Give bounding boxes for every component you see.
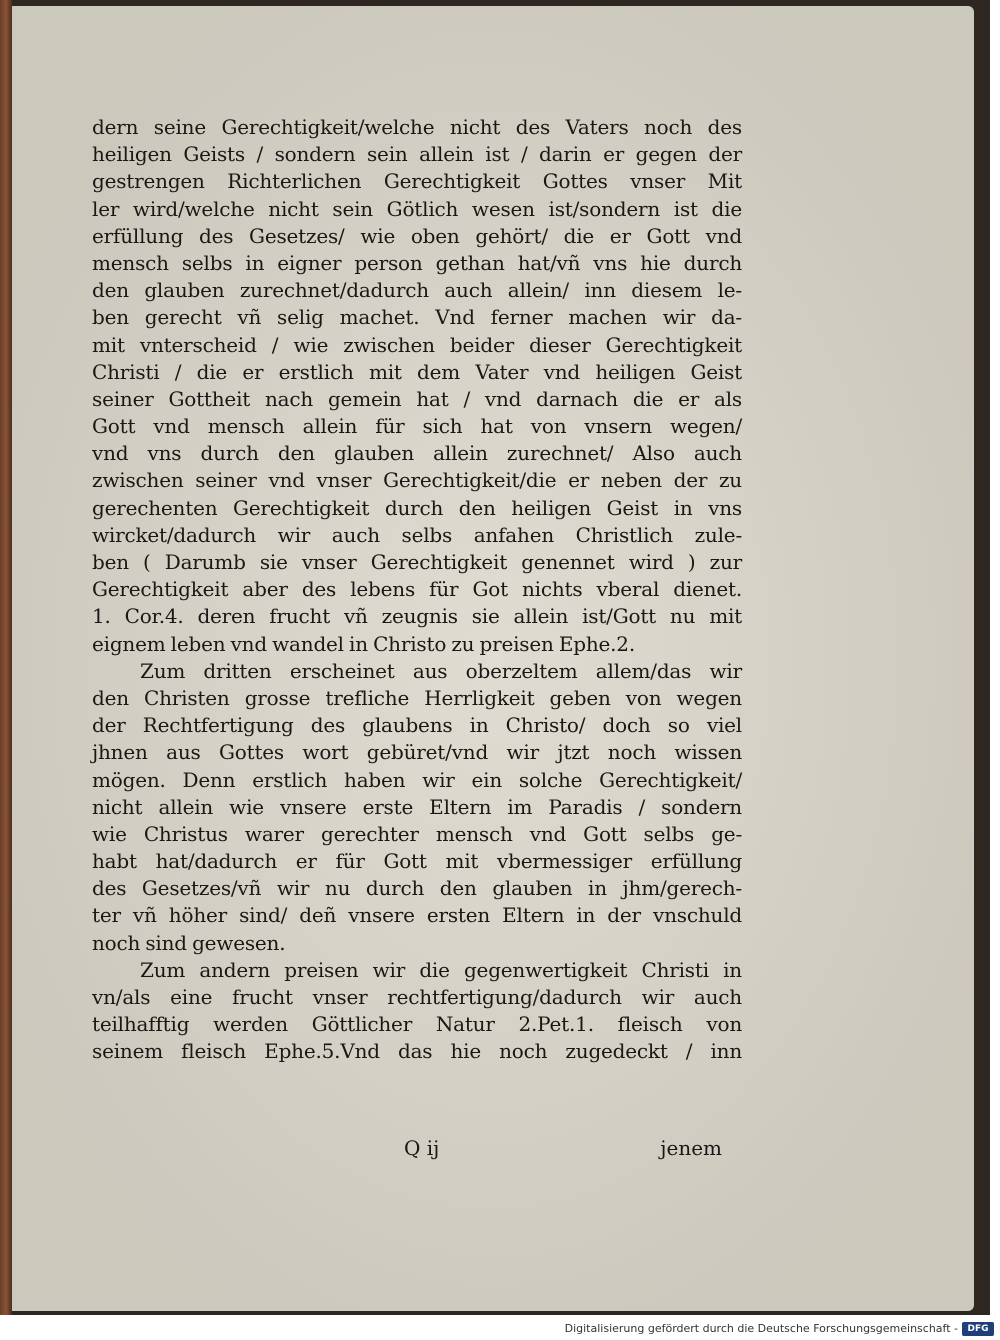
digitization-credit: Digitalisierung gefördert durch die Deutsche Forschungsgemeinschaft - xyxy=(564,1322,958,1335)
catchword: jenem xyxy=(660,1136,722,1160)
text-line: heiligen Geists / sondern sein allein ist / darin er gegen der xyxy=(92,142,742,167)
text-line: wircket/dadurch wir auch selbs anfahen Christlich zule- xyxy=(92,522,742,547)
text-line: ter vñ höher sind/ deñ vnsere ersten Eltern in der vnschuld xyxy=(92,903,742,928)
text-line: mit vnterscheid / wie zwischen beider dieser Gerechtigkeit xyxy=(92,332,742,357)
dfg-logo-icon: DFG xyxy=(962,1322,994,1336)
text-line: mögen. Denn erstlich haben wir ein solche Gerechtigkeit/ xyxy=(92,767,742,792)
page-footer xyxy=(92,1136,742,1166)
text-line: erfüllung des Gesetzes/ wie oben gehört/ die er Gott vnd xyxy=(92,223,742,248)
text-line: den Christen grosse trefliche Herrligkeit geben von wegen xyxy=(92,685,742,710)
text-line: ben gerecht vñ selig machet. Vnd ferner machen wir da- xyxy=(92,305,742,330)
text-line: jhnen aus Gottes wort gebüret/vnd wir jtzt noch wissen xyxy=(92,740,742,765)
text-line: mensch selbs in eigner person gethan hat/vñ vns hie durch xyxy=(92,250,742,275)
text-line: wie Christus warer gerechter mensch vnd Gott selbs ge- xyxy=(92,821,742,846)
text-line: den glauben zurechnet/dadurch auch allein/ inn diesem le- xyxy=(92,278,742,303)
text-line: ler wird/welche nicht sein Götlich wesen ist/sondern ist die xyxy=(92,196,742,221)
text-line: vnd vns durch den glauben allein zurechnet/ Also auch xyxy=(92,441,742,466)
text-line: der Rechtfertigung des glaubens in Christo/ doch so viel xyxy=(92,713,742,738)
body-text xyxy=(92,114,742,1066)
text-line: zwischen seiner vnd vnser Gerechtigkeit/die er neben der zu xyxy=(92,468,742,493)
text-line: des Gesetzes/vñ wir nu durch den glauben in jhm/gerech- xyxy=(92,876,742,901)
text-line: habt hat/dadurch er für Gott mit vbermessiger erfüllung xyxy=(92,849,742,874)
document-page xyxy=(12,6,974,1311)
paragraph-start-line: Zum dritten erscheinet aus oberzeltem allem/das wir xyxy=(140,658,742,683)
text-line: gerechenten Gerechtigkeit durch den heiligen Geist in vns xyxy=(92,495,742,520)
text-line: nicht allein wie vnsere erste Eltern im Paradis / sondern xyxy=(92,794,742,819)
book-binding-edge xyxy=(0,0,12,1315)
text-line: gestrengen Richterlichen Gerechtigkeit Gottes vnser Mit xyxy=(92,169,742,194)
text-line: Christi / die er erstlich mit dem Vater vnd heiligen Geist xyxy=(92,359,742,384)
text-line: vn/als eine frucht vnser rechtfertigung/dadurch wir auch xyxy=(92,985,742,1009)
signature-mark: Q ij xyxy=(404,1136,440,1160)
text-line: eignem leben vnd wandel in Christo zu preisen Ephe.2. xyxy=(92,631,635,656)
text-line: 1. Cor.4. deren frucht vñ zeugnis sie allein ist/Gott nu mit xyxy=(92,604,742,629)
text-line: ben ( Darumb sie vnser Gerechtigkeit genennet wird ) zur xyxy=(92,550,742,574)
text-line: Gott vnd mensch allein für sich hat von vnsern wegen/ xyxy=(92,414,742,439)
paragraph-start-line: Zum andern preisen wir die gegenwertigkeit Christi in xyxy=(140,957,742,982)
text-line: Gerechtigkeit aber des lebens für Got nichts vberal dienet. xyxy=(92,577,742,602)
text-line: teilhafftig werden Göttlicher Natur 2.Pet.1. fleisch von xyxy=(92,1012,742,1037)
text-line: seiner Gottheit nach gemein hat / vnd darnach die er als xyxy=(92,386,742,411)
digitization-credit-bar xyxy=(0,1320,1000,1340)
text-line: noch sind gewesen. xyxy=(92,930,286,955)
text-line: seinem fleisch Ephe.5.Vnd das hie noch zugedeckt / inn xyxy=(92,1039,742,1064)
text-line: dern seine Gerechtigkeit/welche nicht des Vaters noch des xyxy=(92,115,742,139)
